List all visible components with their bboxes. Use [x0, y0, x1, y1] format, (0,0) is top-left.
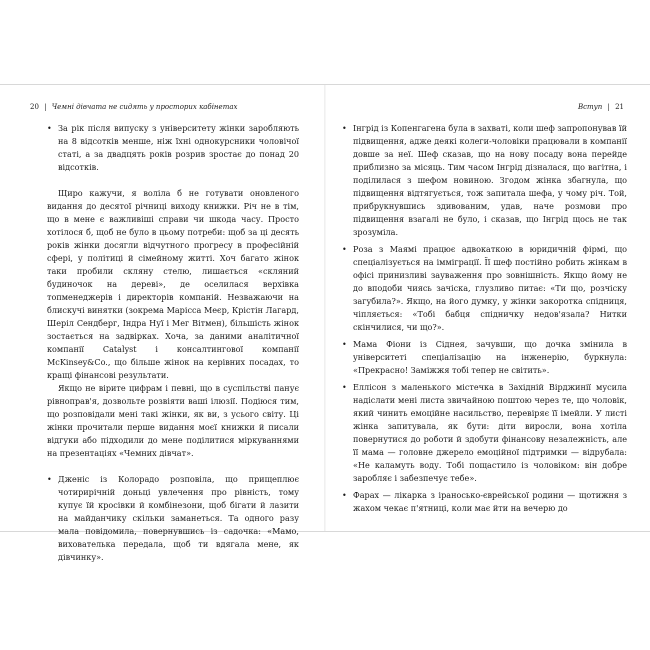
list-item	[342, 243, 627, 334]
bullet-icon: •	[342, 383, 347, 392]
left-page-text	[47, 122, 299, 564]
right-running-header	[578, 103, 624, 112]
right-page-text	[342, 122, 627, 515]
list-item	[342, 489, 627, 515]
paragraph: Щиро кажучи, я воліла б не готувати оновленого видання до десятої річниці виходу книжки. Річ не в тім, що в мене є важливіші справи чи шкода часу. Просто хотілося б, щоб не було в цьому потреби: щоб за ці десять років жінки досягли відчутного прогресу в професійній сфері, у політиці й сімейному житті. Хоч багато жінок таки пробили скляну стелю, лишається «скляний будиночок на дереві», де оселилася верхівка топменеджерів і директорів компаній. Незважаючи на блискучі винятки (зокрема Марісса Меєр, Крістін Лагард, Шеріл Сендберг, Індра Нуї і Мег Вітмен), більшість жінок зостається на задвірках. Хоча, за даними аналітичної компанії Catalyst і консалтингової компанії McKinsey&Co., що більше жінок на керівних посадах, то кращі фінансові результати.	[47, 188, 299, 380]
bullet-icon: •	[342, 491, 347, 500]
list-item-text: Еллісон з маленького містечка в Західній Вірджинії мусила надіслати мені листа звичайною поштою через те, що чоловік, який чинить емоційне насильство, перевіряє її імейли. У листі жінка запитувала, як бути: діти виросли, вона хотіла повернутися до роботи й здобути фінансову незалежність, але її мама — головне джерело емоційної підтримки — відрубала: «Не каламуть воду. Тобі пощастило із чоловіком: він добре заробляє і забезпечує тебе».	[353, 382, 627, 483]
right-page-number: 21	[615, 103, 624, 111]
left-header-separator: |	[44, 103, 47, 111]
list-item	[342, 338, 627, 377]
right-running-title: Вступ	[577, 103, 603, 111]
list-item	[47, 473, 299, 564]
list-item	[342, 381, 627, 485]
left-page	[0, 85, 325, 562]
list-item-text: Роза з Маямі працює адвокаткою в юридичній фірмі, що спеціалізується на імміграції. Її шеф постійно робить жінкам в офісі принизливі зауваження про зовнішність. Якщо йому не до вподоби чиясь зачіска, глузливо питає: «Ти що, розчіску загубила?». Якщо, на його думку, у жінки закоротка спідниця, чіпляється: «Тобі бабця спідничку недов'язала? Нитки скінчилися, чи що?».	[353, 244, 627, 332]
list-item-text: Фарах — лікарка з іраносько-єврейської родини — щотижня з жахом чекає п'ятниці, коли має йти на вечерю до	[353, 490, 627, 513]
list-item-text: Мама Фіони із Сіднея, зачувши, що дочка змінила в університеті спеціалізацію на інженерію, буркнула: «Прекрасно! Заміжжя тобі тепер не світить».	[353, 339, 627, 375]
bullet-icon: •	[47, 475, 52, 484]
left-running-title: Чемні дівчата не сидять у просторих кабінетах	[51, 103, 238, 111]
right-header-separator: |	[607, 103, 610, 111]
list-item-text: Інгрід із Копенгагена була в захваті, коли шеф запропонував їй підвищення, адже деякі колеги-чоловіки працювали в компанії довше за неї. Шеф сказав, що на нову посаду вона перейде приблизно за місяць. Тим часом Інгрід дізналася, що вагітна, і поділилася з шефом новиною. Згодом жінка збагнула, що підвищення відтягується, тож запитала шефа, у чому річ. Той, прибрукнувшись здивованим, удав, наче розмови про підвищення взагалі не було, і сказав, що Інгрід щось не так зрозуміла.	[353, 123, 627, 237]
bullet-icon: •	[47, 124, 52, 133]
paragraph: Якщо не вірите цифрам і певні, що в суспільстві панує рівноправ'я, дозвольте розвіяти ваші ілюзії. Подіюся тим, що розповідали мені такі жінки, як ви, з усього світу. Ці жінки прочитали перше видання моєї книжки й писали відгуки або підходили до мене поділитися міркуваннями на презентаціях «Чемних дівчат».	[47, 383, 299, 458]
right-page	[325, 85, 650, 531]
book-spread	[0, 84, 650, 562]
list-item-text: За рік після випуску з університету жінки заробляють на 8 відсотків менше, ніж їхні однокурсники чоловічої статі, а за двадцять років розрив зростає до понад 20 відсотків.	[58, 123, 299, 172]
bullet-icon: •	[342, 245, 347, 254]
bullet-icon: •	[342, 124, 347, 133]
list-item-text: Дженіс із Колорадо розповіла, що прищеплює чотирирічній доньці увлечення про рівність, тому купує їй кросівки й комбінезони, щоб бігати й лазити на майданчику скільки заманеться. Та одного разу мала повідомила, повернувшись із садочка: «Мамо, вихователька передала, щоб ти вдягала мене, як дівчинку».	[58, 474, 299, 562]
bullet-icon: •	[342, 340, 347, 349]
left-page-number: 20	[30, 103, 39, 111]
list-item	[47, 122, 299, 174]
list-item	[342, 122, 627, 239]
left-running-header	[30, 103, 237, 112]
